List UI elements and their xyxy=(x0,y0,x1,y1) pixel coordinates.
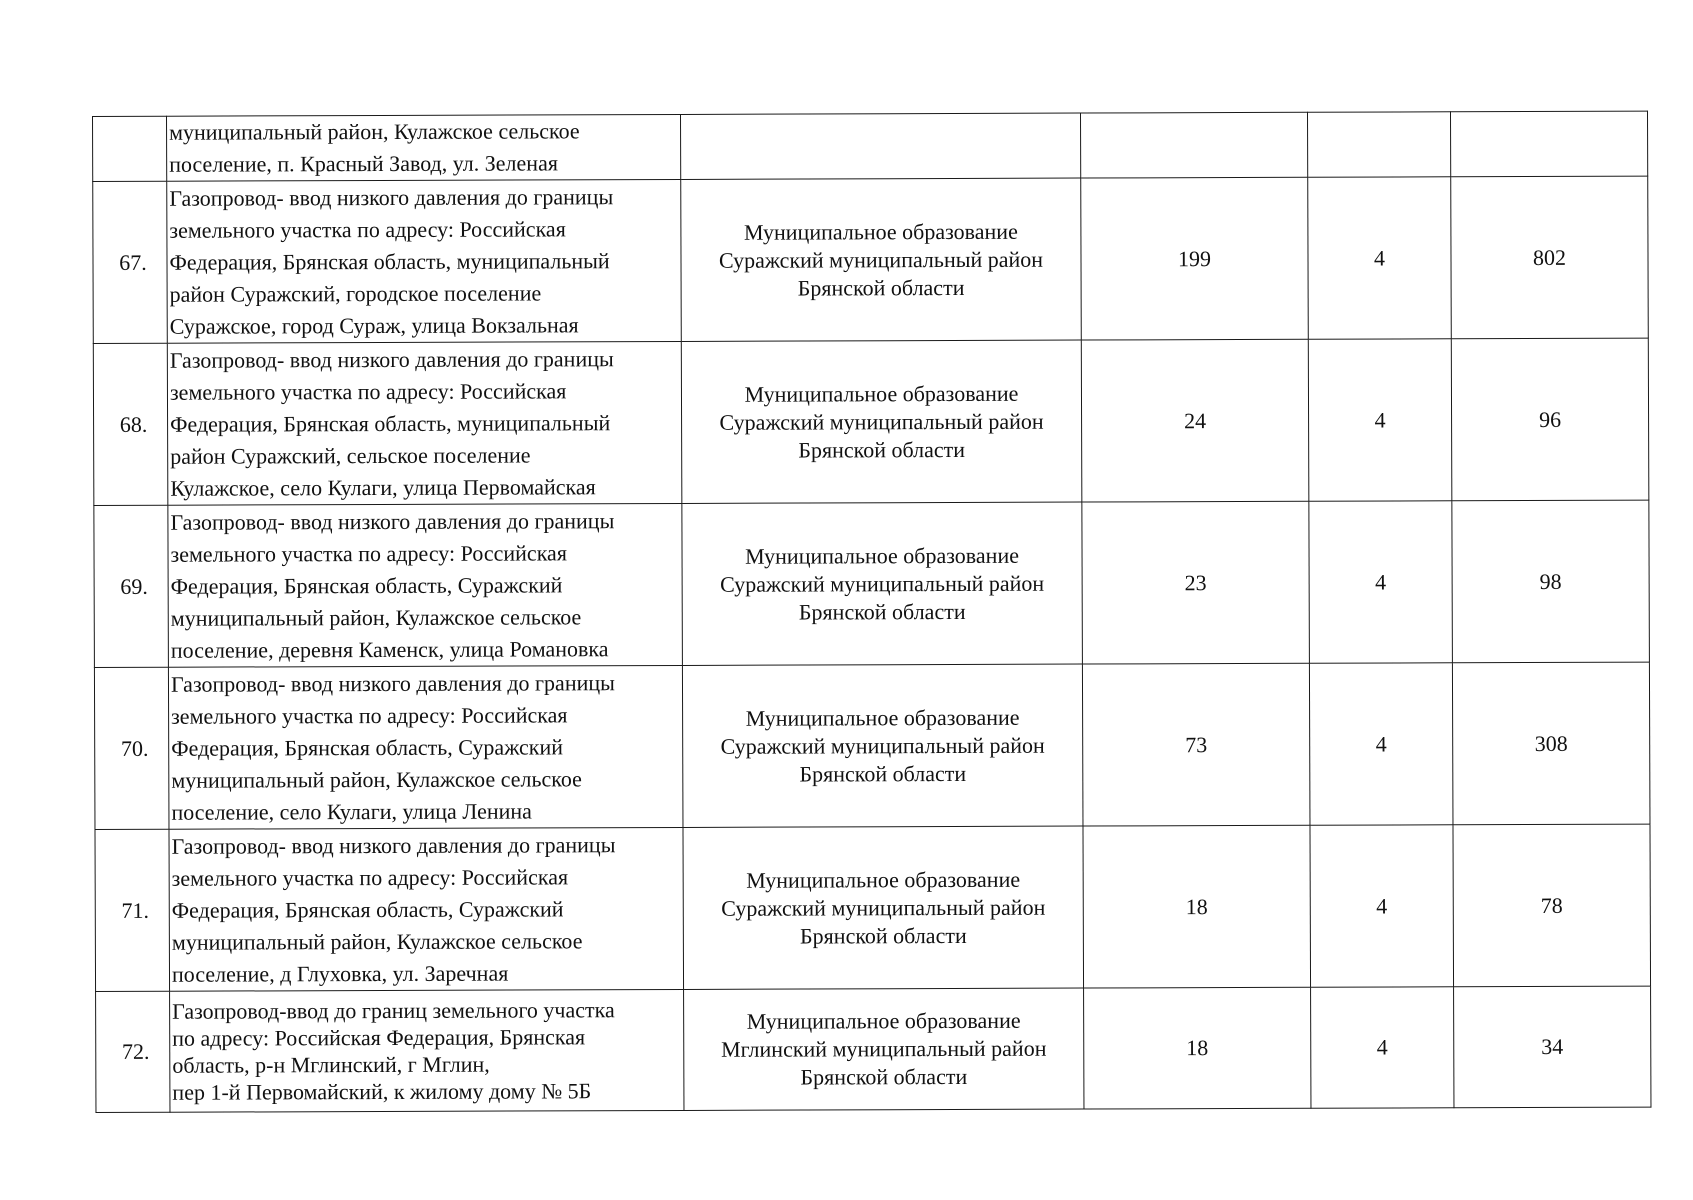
owner-line: Брянской области xyxy=(798,598,966,625)
description-line: муниципальный район, Кулажское сельское xyxy=(169,118,580,145)
value-1-cell: 23 xyxy=(1082,501,1310,664)
owner-cell xyxy=(681,178,1082,341)
owner-cell xyxy=(682,664,1083,827)
owner-line: Брянской области xyxy=(800,1063,968,1090)
value-2-cell xyxy=(1307,112,1450,177)
description-line: район Суражский, сельское поселение xyxy=(170,441,531,469)
value-1-cell: 18 xyxy=(1084,987,1311,1109)
description-line: муниципальный район, Кулажское сельское xyxy=(171,765,582,793)
description-line: область, р-н Мглинский, г Мглин, xyxy=(172,1051,490,1078)
owner-line: Муниципальное образование xyxy=(746,1007,1021,1034)
description-line: поселение, п. Красный Завод, ул. Зеленая xyxy=(169,150,558,177)
row-number: 69. xyxy=(94,505,169,667)
owner-cell xyxy=(680,113,1080,179)
value-3-cell: 98 xyxy=(1452,500,1650,663)
description-line: Газопровод- ввод низкого давления до границы xyxy=(170,507,615,535)
table-row xyxy=(95,824,1651,991)
value-2-cell: 4 xyxy=(1308,177,1452,339)
owner-line: Брянской области xyxy=(799,922,967,949)
value-1-cell: 199 xyxy=(1081,177,1309,340)
value-2-cell: 4 xyxy=(1309,501,1453,663)
table-row xyxy=(93,176,1649,343)
description-line: муниципальный район, Кулажское сельское xyxy=(170,603,582,631)
description-line: поселение, деревня Каменск, улица Романовка xyxy=(170,635,609,663)
owner-line: Суражский муниципальный район xyxy=(719,408,1044,435)
owner-line: Брянской области xyxy=(798,436,966,463)
owner-line: Брянской области xyxy=(797,274,965,301)
owner-line: Суражский муниципальный район xyxy=(720,570,1045,597)
value-3-cell xyxy=(1450,111,1647,177)
description-line: поселение, д Глуховка, ул. Заречная xyxy=(171,960,509,987)
owner-line: Мглинский муниципальный район xyxy=(721,1035,1047,1062)
description-line: пер 1-й Первомайский, к жилому дому № 5Б xyxy=(172,1078,592,1105)
value-3-cell: 96 xyxy=(1451,338,1649,501)
owner-line: Муниципальное образование xyxy=(744,380,1019,407)
owner-cell xyxy=(683,826,1084,989)
description-line: по адресу: Российская Федерация, Брянская xyxy=(172,1024,586,1051)
description-line: Газопровод-ввод до границ земельного участка xyxy=(172,997,615,1024)
number-cell xyxy=(93,116,167,181)
row-number: 67. xyxy=(93,181,168,343)
description-line: Газопровод- ввод низкого давления до границы xyxy=(171,831,616,859)
description-cell xyxy=(168,665,683,829)
description-cell xyxy=(167,179,682,343)
owner-line: Суражский муниципальный район xyxy=(718,246,1044,273)
table-row xyxy=(93,338,1649,505)
description-line: Суражское, город Сураж, улица Вокзальная xyxy=(169,311,579,339)
description-cell xyxy=(169,827,684,991)
row-number: 70. xyxy=(94,667,169,829)
owner-line: Муниципальное образование xyxy=(745,704,1020,731)
value-3-cell: 34 xyxy=(1454,986,1651,1108)
value-2-cell: 4 xyxy=(1311,987,1454,1108)
value-3-cell: 308 xyxy=(1452,662,1650,825)
value-3-cell: 78 xyxy=(1453,824,1651,987)
description-cell xyxy=(167,114,681,181)
value-2-cell: 4 xyxy=(1308,339,1452,501)
description-line: муниципальный район, Кулажское сельское xyxy=(171,927,583,955)
description-line: Газопровод- ввод низкого давления до границы xyxy=(169,183,614,211)
description-line: Кулажское, село Кулаги, улица Первомайская xyxy=(170,473,596,501)
property-table xyxy=(92,111,1651,1113)
owner-line: Брянской области xyxy=(799,760,967,787)
value-1-cell xyxy=(1080,112,1307,178)
description-line: земельного участка по адресу: Российская xyxy=(169,377,567,405)
table-row xyxy=(96,986,1651,1112)
row-number: 71. xyxy=(95,829,170,991)
description-line: Газопровод- ввод низкого давления до границы xyxy=(169,345,614,373)
row-number: 68. xyxy=(93,343,168,505)
owner-cell xyxy=(681,340,1082,503)
description-line: земельного участка по адресу: Российская xyxy=(169,215,566,243)
description-line: Федерация, Брянская область, муниципальный xyxy=(169,247,610,275)
table-row-continuation xyxy=(93,111,1648,181)
value-2-cell: 4 xyxy=(1310,825,1454,987)
value-1-cell: 73 xyxy=(1082,663,1310,826)
owner-line: Муниципальное образование xyxy=(745,542,1020,569)
owner-line: Суражский муниципальный район xyxy=(720,732,1045,759)
row-number: 72. xyxy=(96,991,170,1112)
value-3-cell: 802 xyxy=(1451,176,1649,339)
description-cell xyxy=(168,503,683,667)
description-line: Федерация, Брянская область, Суражский xyxy=(171,733,564,761)
description-line: Федерация, Брянская область, Суражский xyxy=(171,895,564,923)
description-line: земельного участка по адресу: Российская xyxy=(171,863,569,891)
table-row xyxy=(94,662,1650,829)
description-line: поселение, село Кулаги, улица Ленина xyxy=(171,797,532,825)
description-cell xyxy=(167,341,682,505)
description-line: земельного участка по адресу: Российская xyxy=(170,539,567,567)
owner-line: Суражский муниципальный район xyxy=(721,894,1046,921)
value-1-cell: 18 xyxy=(1083,825,1311,988)
owner-cell xyxy=(684,988,1084,1110)
value-2-cell: 4 xyxy=(1309,663,1453,825)
description-cell xyxy=(170,989,684,1112)
description-line: Федерация, Брянская область, муниципальный xyxy=(170,409,611,437)
owner-cell xyxy=(682,502,1083,665)
owner-line: Муниципальное образование xyxy=(746,866,1021,893)
owner-line: Муниципальное образование xyxy=(743,218,1018,245)
description-line: земельного участка по адресу: Российская xyxy=(171,701,568,729)
table-row xyxy=(94,500,1650,667)
description-line: Федерация, Брянская область, Суражский xyxy=(170,571,563,599)
value-1-cell: 24 xyxy=(1081,339,1309,502)
description-line: Газопровод- ввод низкого давления до границы xyxy=(170,669,615,697)
description-line: район Суражский, городское поселение xyxy=(169,279,542,307)
